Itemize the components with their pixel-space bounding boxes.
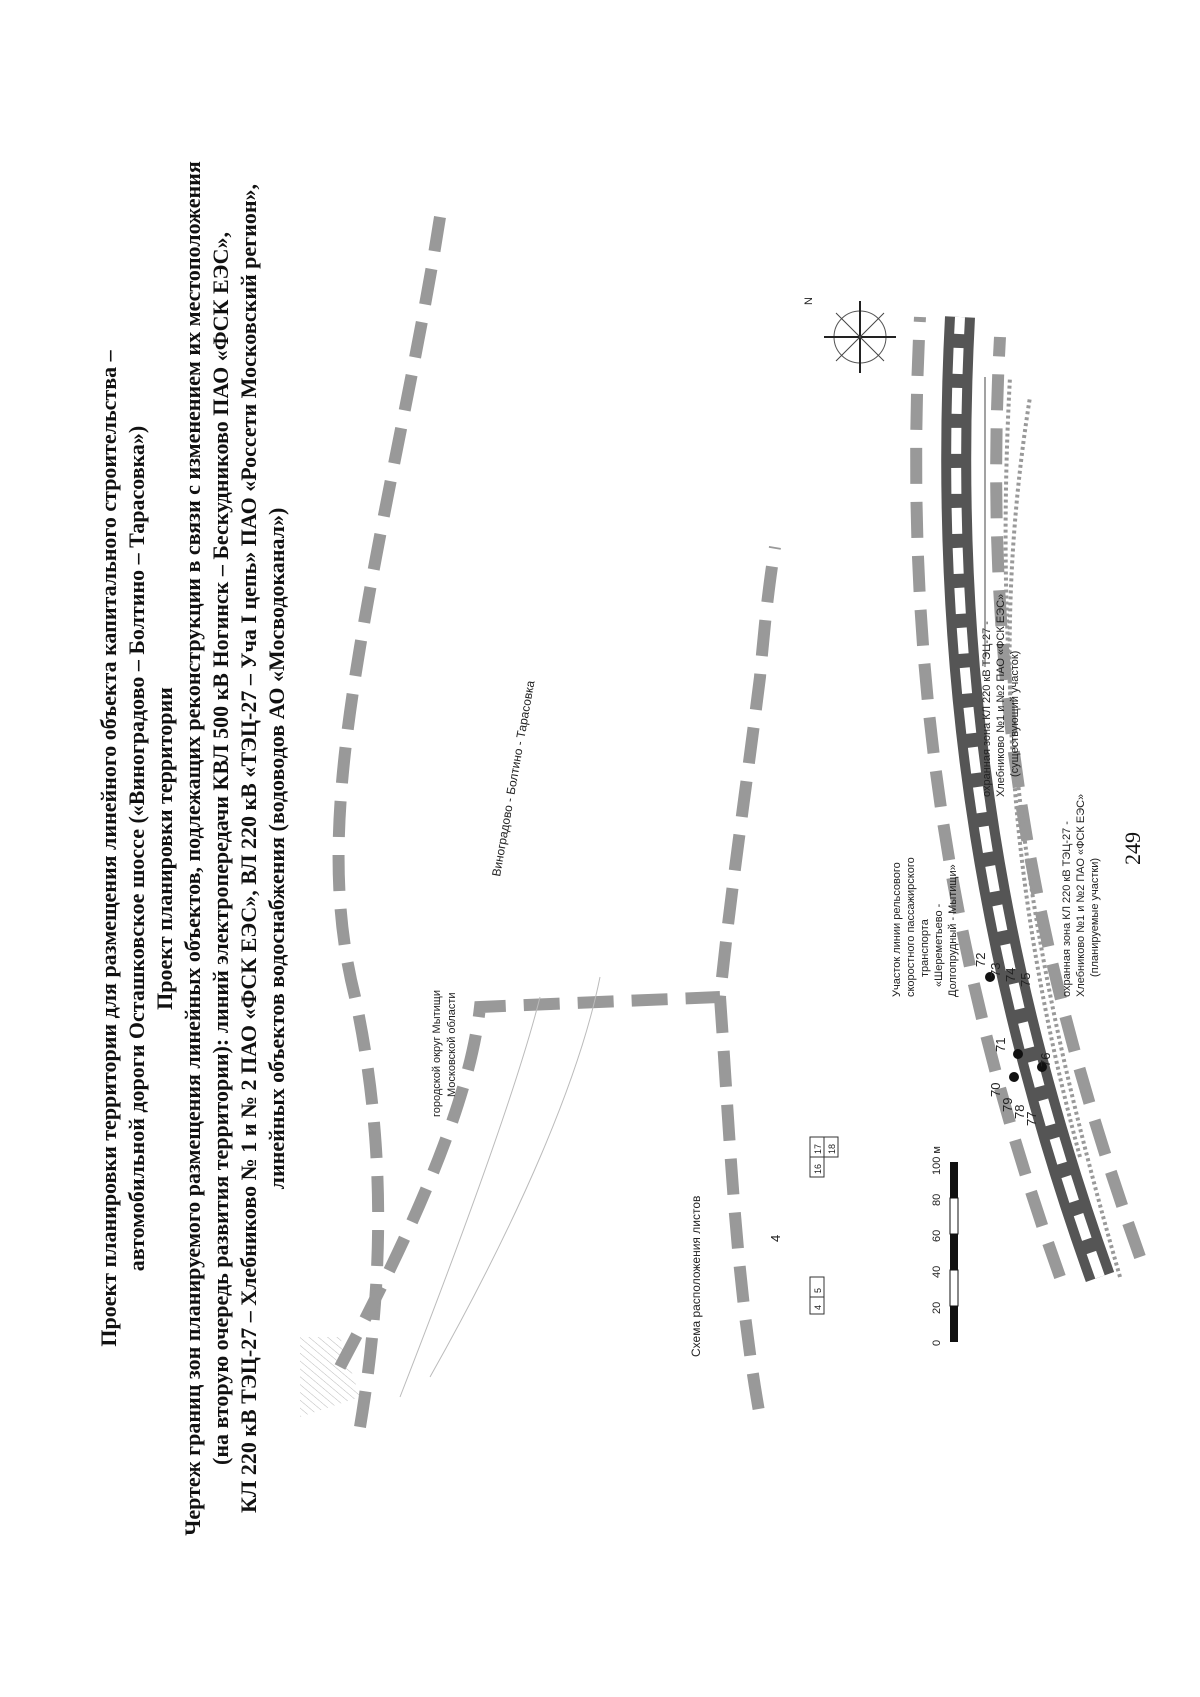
- district-label-1: городской округ Мытищи: [431, 990, 443, 1117]
- scale-bar: [931, 1146, 958, 1346]
- sheet-label-4: 4: [813, 1304, 823, 1310]
- title-line-1: Проект планировки территории для размещения линейного объекта капитального строительства –: [96, 350, 121, 1347]
- scale-tick-0: 0: [931, 1339, 943, 1346]
- rail-label: [891, 857, 959, 997]
- sheet-label-16: 16: [813, 1163, 823, 1174]
- point-label-78: 78: [1012, 1104, 1027, 1119]
- rail-zone-line-2: [996, 337, 1140, 1257]
- district-label-2: Московской области: [446, 992, 458, 1097]
- point-label-73: 73: [988, 962, 1003, 977]
- scale-seg-2: [950, 1270, 958, 1306]
- road-boundary-upper: [339, 217, 440, 1427]
- point-71-marker: [1013, 1049, 1023, 1059]
- title-line-7: линейных объектов водоснабжения (водоводов АО «Мосводоканал»): [264, 507, 289, 1190]
- scale-seg-4: [950, 1198, 958, 1234]
- title-line-5: (на вторую очередь развития территории): линий электропередачи КВЛ 500 кВ Ногинск – Бескудниково ПАО «ФСК ЕЭС»,: [208, 232, 233, 1465]
- north-arrow: [803, 297, 896, 373]
- zone-planned-line-1: охранная зона КЛ 220 кВ ТЭЦ-27 -: [1061, 821, 1073, 997]
- point-label-76: 76: [1038, 1052, 1053, 1067]
- point-label-75: 75: [1018, 972, 1033, 987]
- scale-tick-80: 80: [931, 1193, 943, 1206]
- rail-label-line-5: Долгопрудный - Мытищи»: [947, 864, 959, 997]
- scale-seg-5: [950, 1162, 958, 1198]
- north-label: N: [803, 297, 815, 305]
- zone-existing-line-3: (существующий участок): [1009, 650, 1021, 777]
- scale-tick-40: 40: [931, 1265, 943, 1278]
- rail-label-line-1: Участок линии рельсового: [891, 862, 903, 997]
- road-boundary-left: [720, 997, 760, 1417]
- scale-tick-20: 20: [931, 1301, 943, 1314]
- scale-seg-1: [950, 1306, 958, 1342]
- point-label-79: 79: [1000, 1097, 1015, 1112]
- sheet-scheme-title: Схема расположения листов: [689, 1195, 703, 1357]
- point-label-70: 70: [988, 1082, 1003, 1097]
- title-line-3: Проект планировки территории: [152, 687, 177, 1010]
- page-number: 249: [1120, 832, 1145, 865]
- zone-existing-line-2: Хлебниково №1 и №2 ПАО «ФСК ЕЭС»: [995, 593, 1007, 797]
- sheet-scheme-callout: 4: [768, 1234, 783, 1242]
- title-line-6: КЛ 220 кВ ТЭЦ-27 – Хлебниково № 1 и № 2 ПАО «ФСК ЕЭС», ВЛ 220 кВ «ТЭЦ-27 – Уча I цепь» ПАО «Россети Московский регион»,: [236, 183, 261, 1514]
- sheet-scheme: [768, 1137, 838, 1314]
- sheet-label-17: 17: [813, 1143, 823, 1154]
- point-70-marker: [1009, 1072, 1019, 1082]
- zone-planned-line-2: Хлебниково №1 и №2 ПАО «ФСК ЕЭС»: [1075, 793, 1087, 997]
- rail-label-line-3: транспорта: [919, 919, 931, 977]
- road-boundary-lower: [340, 547, 775, 1367]
- road-label: Виноградово - Болтино - Тарасовка: [489, 679, 538, 878]
- zone-planned-label: [1061, 794, 1101, 997]
- sheet-label-5: 5: [813, 1287, 823, 1293]
- title-line-2: автомобильной дороги Осташковское шоссе («Виноградово – Болтино – Тарасовка»): [124, 425, 149, 1272]
- rail-label-line-4: «Шереметьево -: [933, 903, 945, 987]
- zone-existing-label: [981, 594, 1021, 797]
- rail-label-line-2: скоростного пассажирского: [905, 857, 917, 997]
- point-label-74: 74: [1003, 967, 1018, 982]
- title-line-4: Чертеж границ зон планируемого размещения линейных объектов, подлежащих реконструкции в связи с изменением их местоположения: [180, 161, 205, 1536]
- scale-tick-60: 60: [931, 1229, 943, 1242]
- zone-existing-line-1: охранная зона КЛ 220 кВ ТЭЦ-27 -: [981, 621, 993, 797]
- point-label-77: 77: [1024, 1111, 1039, 1126]
- point-label-72: 72: [973, 952, 988, 967]
- zone-planned-line-3: (планируемые участки): [1089, 857, 1101, 977]
- scale-seg-3: [950, 1234, 958, 1270]
- sheet-label-18: 18: [827, 1143, 837, 1154]
- scale-tick-100: 100 м: [931, 1146, 943, 1175]
- point-label-71: 71: [993, 1037, 1008, 1052]
